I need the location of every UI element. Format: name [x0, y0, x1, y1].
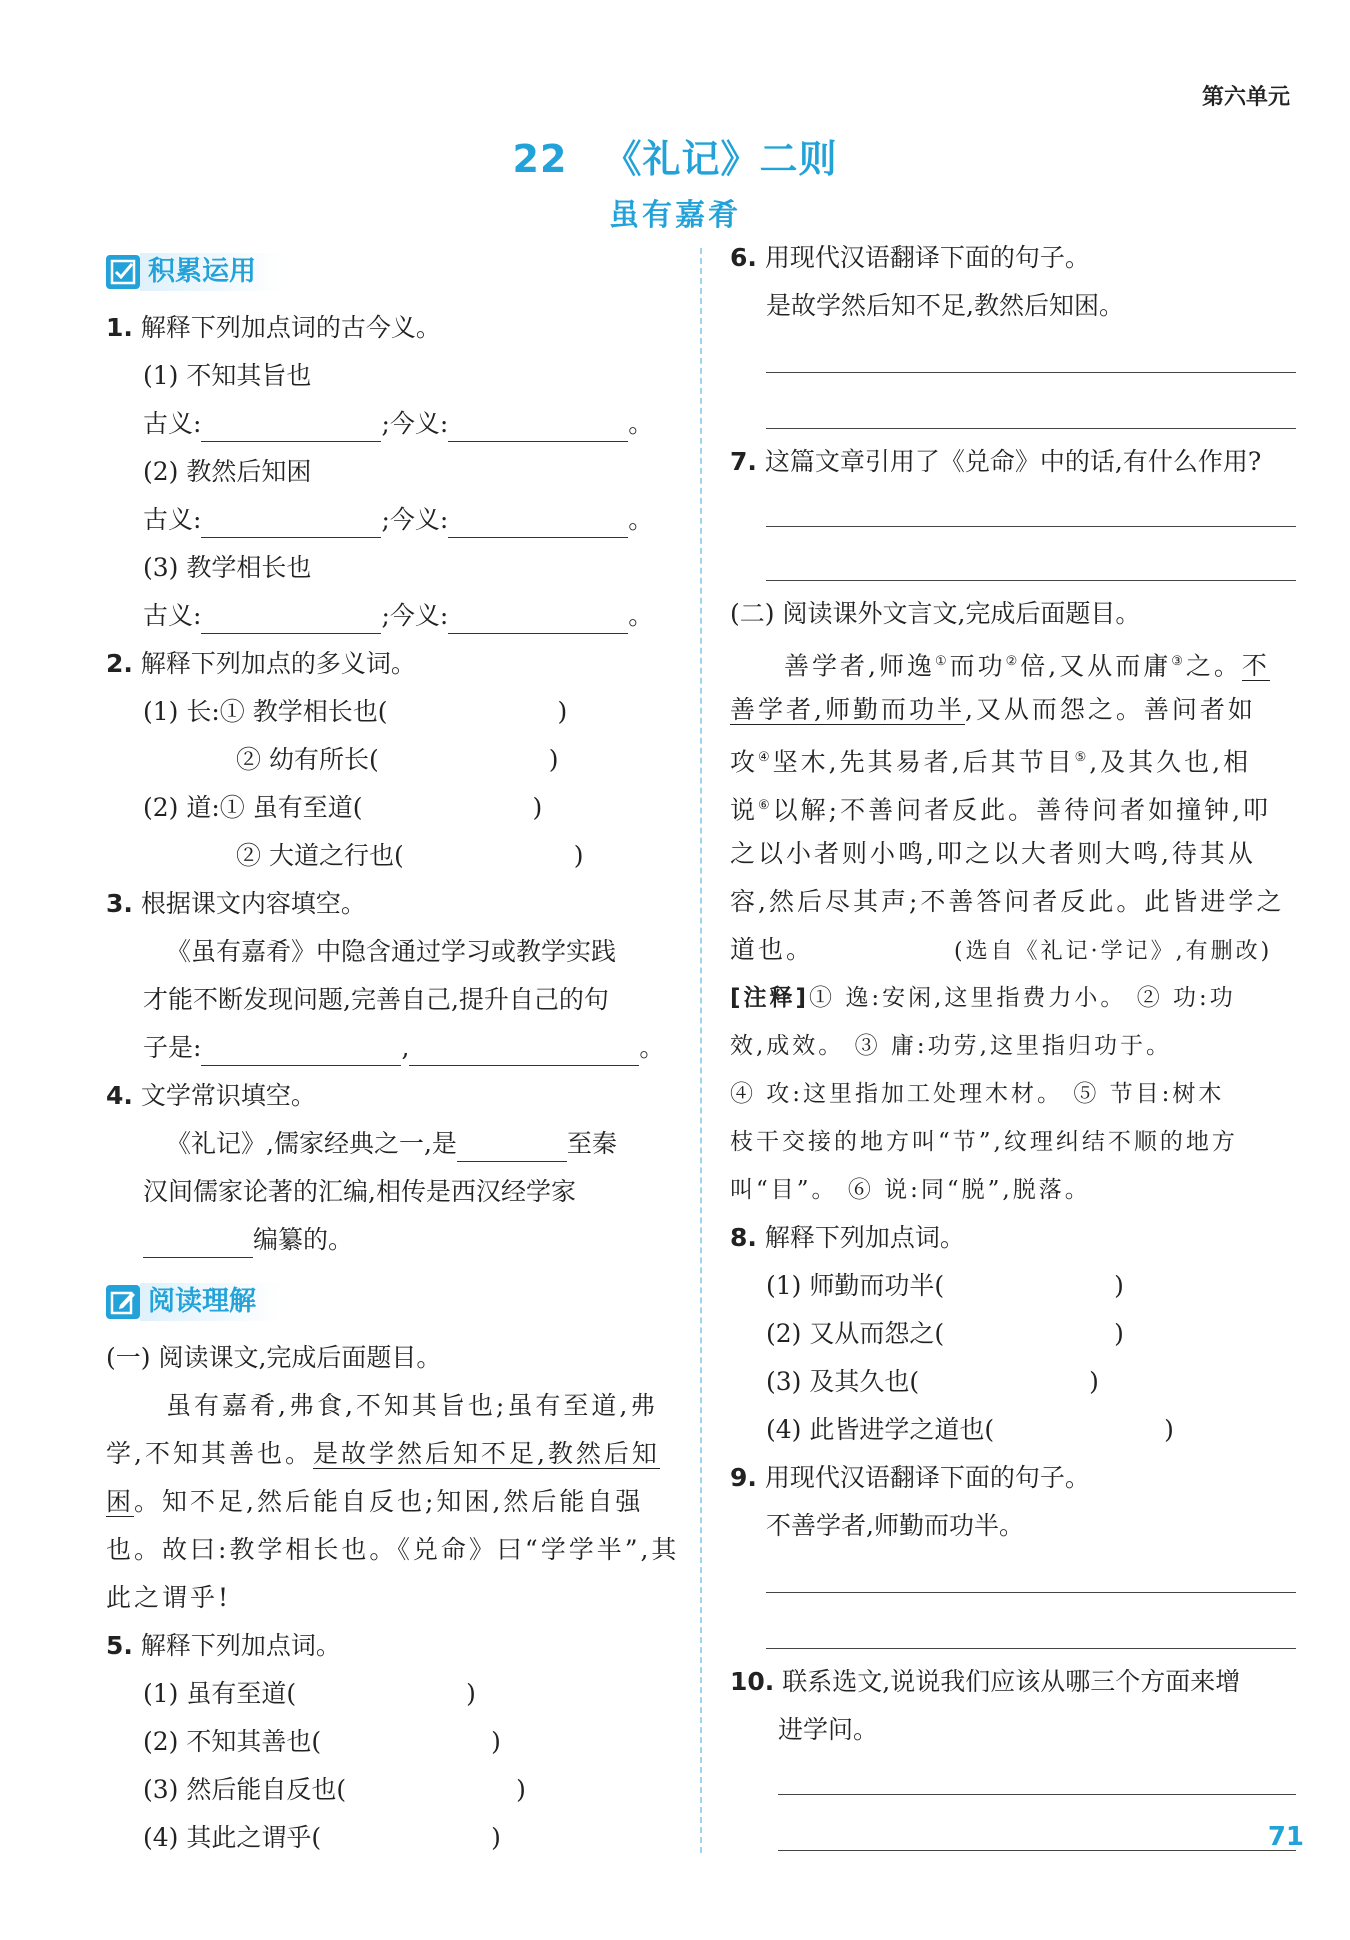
source-citation: (选自《礼记·学记》,有删改)	[954, 939, 1273, 964]
section-reading	[106, 1282, 282, 1322]
passage-line: 虽有嘉肴,弗食,不知其旨也;虽有至道,弗	[166, 1391, 659, 1420]
passage-line: 说⑥以解;不善问者反此。善待问者如撞钟,叩	[730, 795, 1272, 825]
section-title: 积累运用	[140, 253, 282, 291]
lesson-title	[0, 128, 1350, 183]
q1-answer-row: 古义: ;今义: 。	[143, 598, 653, 634]
lesson-name: 《礼记》二则	[603, 137, 838, 181]
section-accumulation	[106, 252, 282, 292]
column-divider	[700, 248, 702, 1853]
passage-line: 攻④坚木,先其易者,后其节目⑤,及其久也,相	[730, 747, 1252, 777]
answer-blank[interactable]	[448, 511, 628, 538]
note-line: 效,成效。 ③ 庸:功劳,这里指归功于。	[730, 1033, 1172, 1059]
answer-blank[interactable]	[448, 415, 628, 442]
q5-item: (2) 不知其善也( )	[143, 1727, 501, 1756]
passage-line: 道也。 (选自《礼记·学记》,有删改)	[730, 935, 1273, 964]
answer-line[interactable]	[766, 372, 1296, 373]
answer-blank[interactable]	[457, 1135, 567, 1162]
q3-answer-row: 子是: , 。	[143, 1030, 664, 1066]
q1-item-1: (1) 不知其旨也	[143, 361, 312, 390]
question-3: 3. 根据课文内容填空。	[106, 889, 366, 918]
q8-item: (4) 此皆进学之道也( )	[766, 1415, 1174, 1444]
q2-item: ② 幼有所长( )	[236, 745, 559, 774]
part2-heading: (二) 阅读课外文言文,完成后面题目。	[730, 599, 1141, 628]
passage-line: 善学者,师勤而功半,又从而怨之。善问者如	[730, 695, 1256, 724]
answer-line[interactable]	[766, 1648, 1296, 1649]
answer-blank[interactable]	[201, 1039, 401, 1066]
q1-answer-row: 古义: ;今义: 。	[143, 502, 653, 538]
answer-line[interactable]	[766, 526, 1296, 527]
q10-stem-cont: 进学问。	[778, 1715, 879, 1744]
question-2: 2. 解释下列加点的多义词。	[106, 649, 416, 678]
question-stem: 解释下列加点词的古今义。	[140, 313, 441, 342]
edit-box-icon	[106, 1285, 140, 1319]
answer-line[interactable]	[766, 580, 1296, 581]
note-line: ④ 攻:这里指加工处理木材。 ⑤ 节目:树木	[730, 1081, 1225, 1107]
section-title: 阅读理解	[140, 1283, 282, 1321]
question-6: 6. 用现代汉语翻译下面的句子。	[730, 243, 1090, 272]
part1-heading: (一) 阅读课文,完成后面题目。	[106, 1343, 442, 1372]
question-9: 9. 用现代汉语翻译下面的句子。	[730, 1463, 1090, 1492]
question-8: 8. 解释下列加点词。	[730, 1223, 965, 1252]
question-5: 5. 解释下列加点词。	[106, 1631, 341, 1660]
passage-line: 也。故曰:教学相长也。《兑命》曰“学学半”,其	[106, 1535, 680, 1564]
unit-label: 第六单元	[1201, 85, 1290, 110]
passage-line: 善学者,师逸①而功②倍,又从而庸③之。不	[784, 651, 1270, 681]
question-7: 7. 这篇文章引用了《兑命》中的话,有什么作用?	[730, 447, 1262, 476]
q3-text: 《虽有嘉肴》中隐含通过学习或教学实践	[166, 937, 617, 966]
answer-line[interactable]	[766, 428, 1296, 429]
q6-sentence: 是故学然后知不足,教然后知困。	[766, 291, 1124, 320]
q8-item: (3) 及其久也( )	[766, 1367, 1099, 1396]
note-line: [注释]① 逸:安闲,这里指费力小。 ② 功:功	[730, 985, 1236, 1011]
passage-line: 学,不知其善也。是故学然后知不足,教然后知	[106, 1439, 660, 1468]
check-box-icon	[106, 255, 140, 289]
page-number: 71	[1267, 1822, 1304, 1852]
note-line: 叫“目”。 ⑥ 说:同“脱”,脱落。	[730, 1177, 1091, 1203]
passage-line: 此之谓乎!	[106, 1583, 232, 1612]
answer-blank[interactable]	[448, 607, 628, 634]
q5-item: (3) 然后能自反也( )	[143, 1775, 526, 1804]
answer-line[interactable]	[778, 1794, 1296, 1795]
passage-line: 困。知不足,然后能自反也;知困,然后能自强	[106, 1487, 644, 1516]
lesson-number: 22	[512, 137, 568, 181]
passage-line: 容,然后尽其声;不善答问者反此。此皆进学之	[730, 887, 1285, 916]
answer-blank[interactable]	[143, 1231, 253, 1258]
q4-text: 《礼记》,儒家经典之一,是 至秦	[166, 1126, 617, 1162]
q1-answer-row: 古义: ;今义: 。	[143, 406, 653, 442]
question-10: 10. 联系选文,说说我们应该从哪三个方面来增	[730, 1667, 1241, 1696]
answer-line[interactable]	[766, 1592, 1296, 1593]
question-4: 4. 文学常识填空。	[106, 1081, 316, 1110]
answer-blank[interactable]	[409, 1039, 639, 1066]
q5-item: (4) 其此之谓乎( )	[143, 1823, 501, 1852]
answer-blank[interactable]	[201, 607, 381, 634]
q1-item-2: (2) 教然后知困	[143, 457, 312, 486]
answer-line[interactable]	[778, 1850, 1296, 1851]
q4-text: 编纂的。	[143, 1222, 353, 1258]
answer-blank[interactable]	[201, 511, 381, 538]
q8-item: (2) 又从而怨之( )	[766, 1319, 1124, 1348]
lesson-subtitle: 虽有嘉肴	[609, 198, 741, 233]
passage-line: 之以小者则小鸣,叩之以大者则大鸣,待其从	[730, 839, 1256, 868]
q1-item-3: (3) 教学相长也	[143, 553, 312, 582]
q2-item: ② 大道之行也( )	[236, 841, 584, 870]
question-1	[106, 310, 441, 346]
note-label: [注释]	[730, 985, 810, 1011]
q2-item: (2) 道:① 虽有至道( )	[143, 793, 543, 822]
q5-item: (1) 虽有至道( )	[143, 1679, 476, 1708]
q9-sentence: 不善学者,师勤而功半。	[766, 1511, 1024, 1540]
note-line: 枝干交接的地方叫“节”,纹理纠结不顺的地方	[730, 1129, 1238, 1155]
q2-item: (1) 长:① 教学相长也( )	[143, 697, 568, 726]
q8-item: (1) 师勤而功半( )	[766, 1271, 1124, 1300]
question-number: 1.	[106, 313, 133, 342]
q4-text: 汉间儒家论著的汇编,相传是西汉经学家	[143, 1177, 576, 1206]
q3-text: 才能不断发现问题,完善自己,提升自己的句	[143, 985, 609, 1014]
answer-blank[interactable]	[201, 415, 381, 442]
